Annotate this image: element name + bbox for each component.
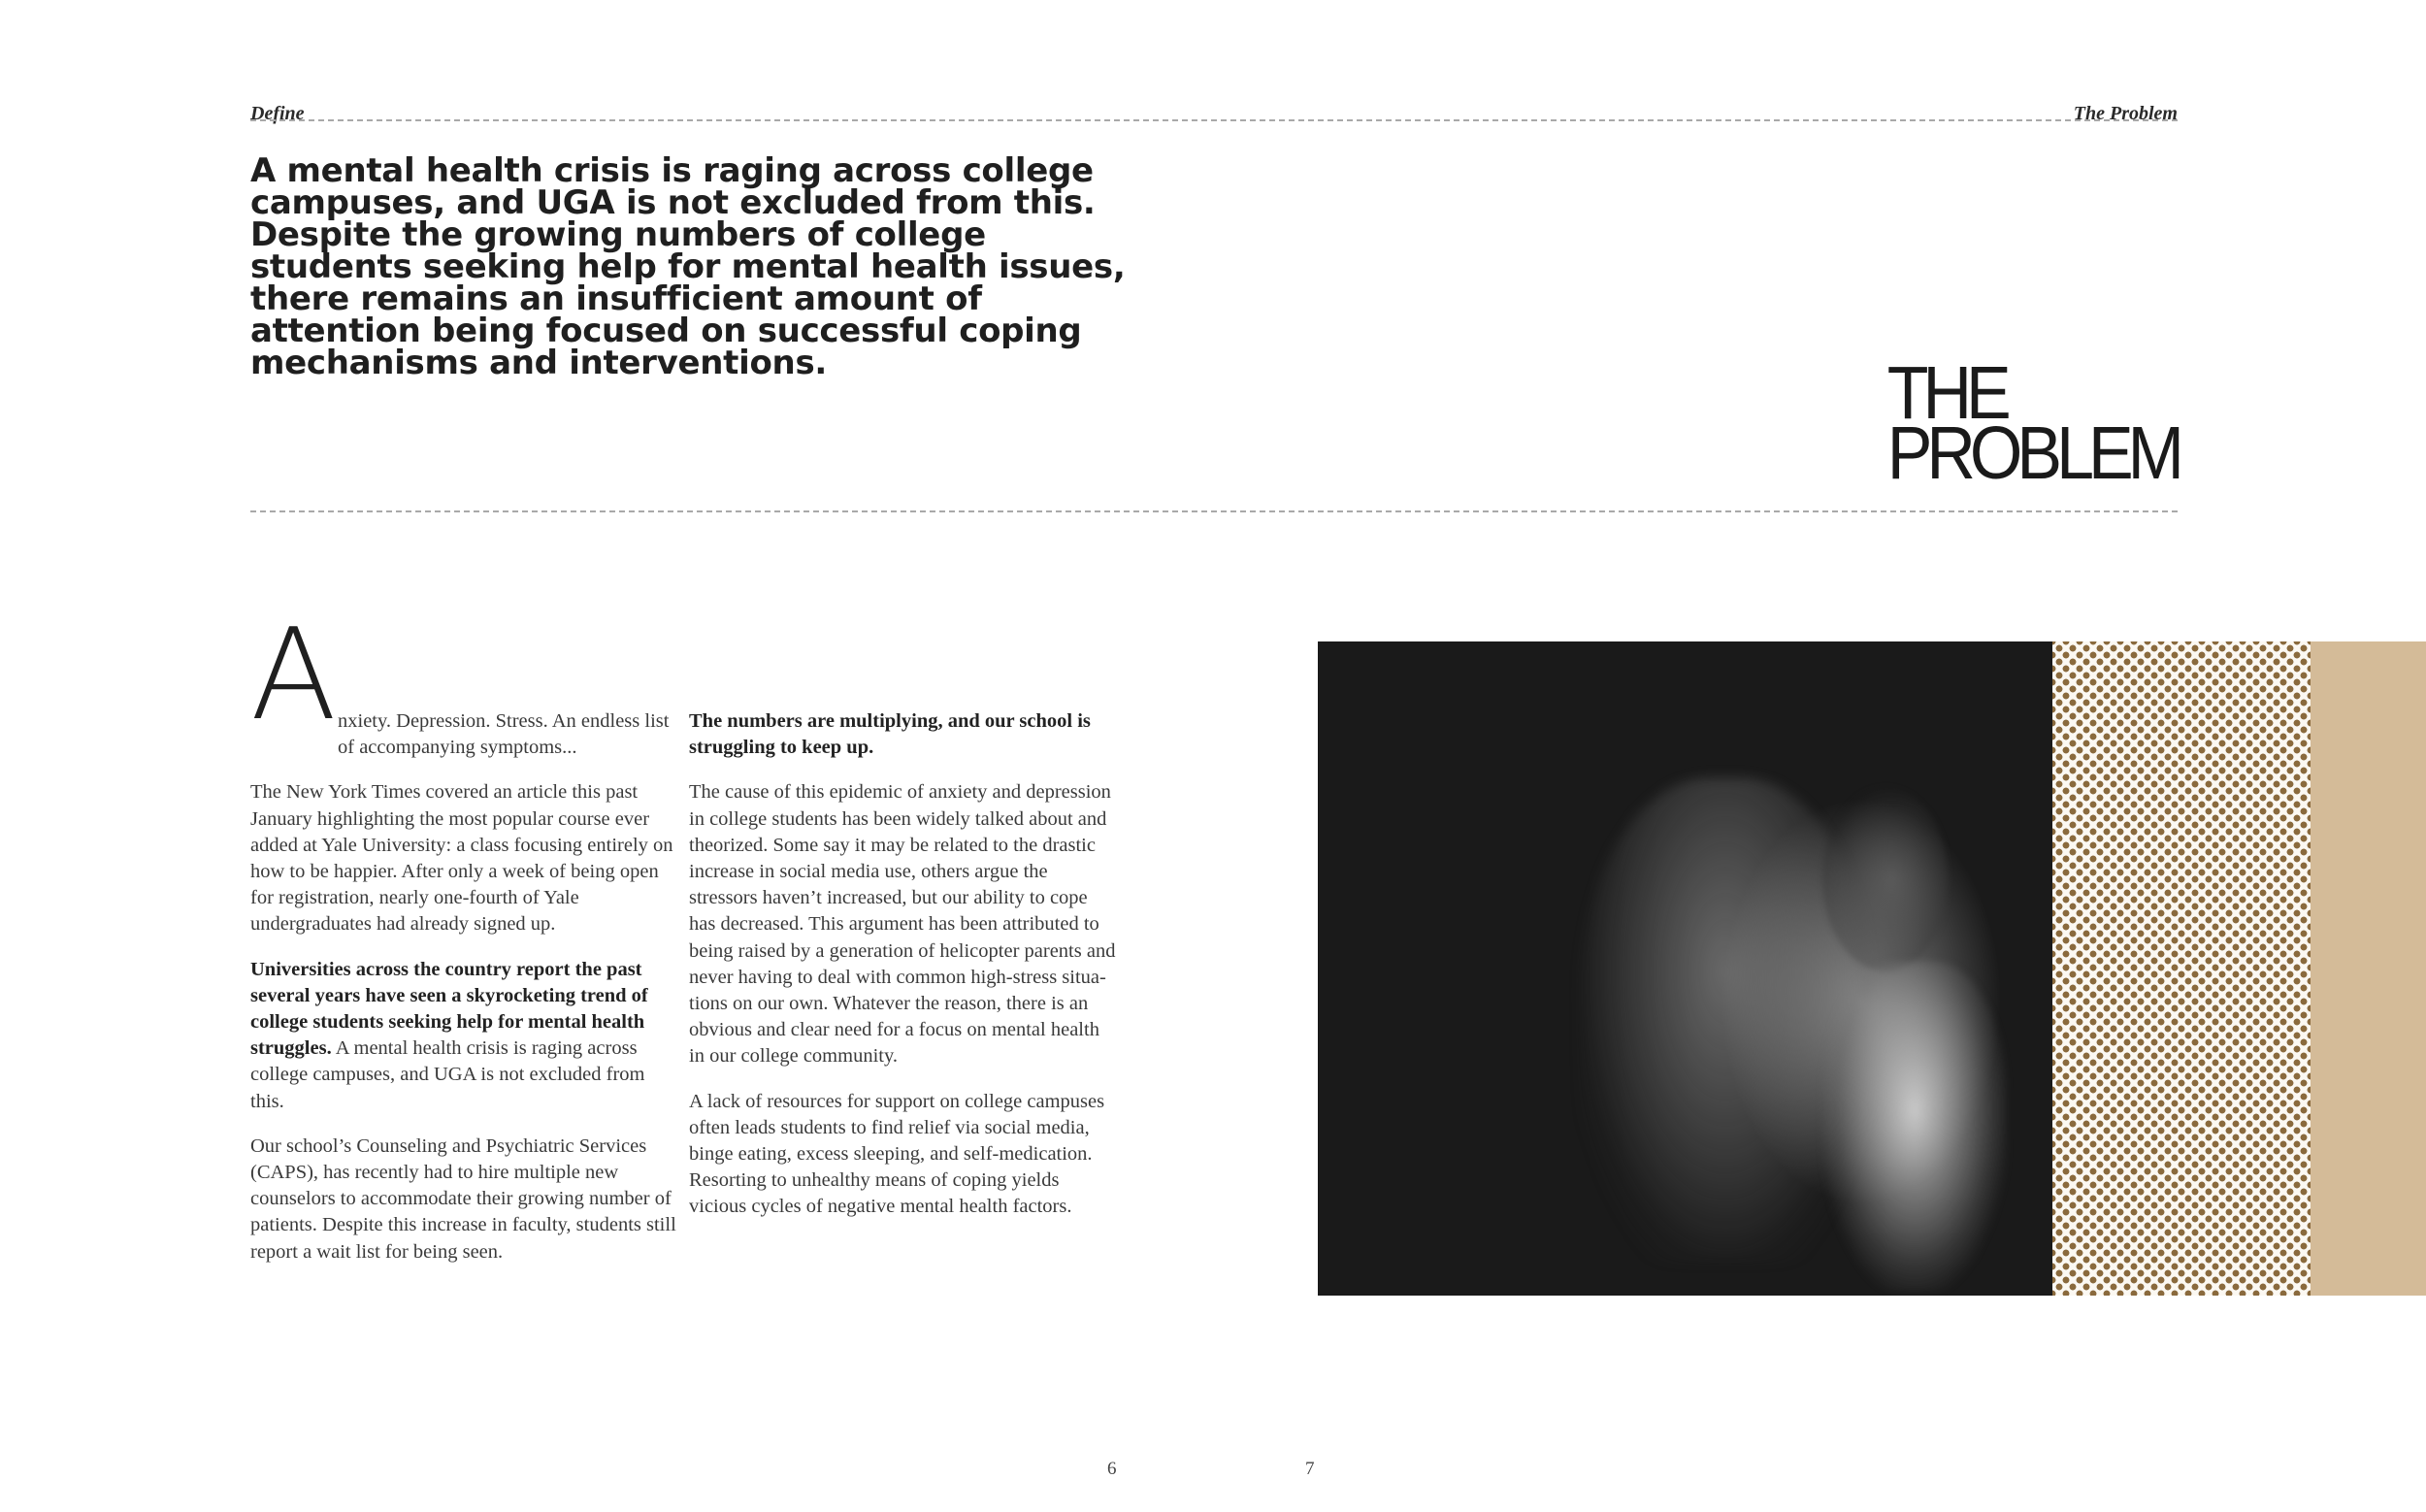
photo-head-blur — [1822, 787, 1949, 971]
middle-divider — [250, 510, 2178, 512]
paragraph: The cause of this epidemic of anxiety and depression in college students has been widely talked about and theorized. Some say it may be related to the drastic increase in social media use, others argue the stressors haven’t increased, but our ability to cope has decreased. This argument has been attributed to being raised by a generation of helicopter parents and never having to deal with common high-stress situations on our own. Whatever the reason, there is an obvious and clear need for a focus on mental health in our college community. — [689, 781, 1116, 1068]
section-label-left: Define — [250, 103, 305, 124]
page-number-right: 7 — [1305, 1459, 1315, 1479]
photo-blouse-blur — [1822, 962, 2007, 1292]
page-number-left: 6 — [1107, 1459, 1117, 1479]
intro-paragraph: nxiety. Depression. Stress. An endless list of accompanying symptoms... — [338, 710, 670, 759]
top-divider — [250, 119, 2178, 121]
headline: A mental health crisis is raging across college campuses, and UGA is not excluded from this. Despite the growing numbers of college students seeking help for mental health issues, there remains an insufficient amount of attention being focused on successful coping mechanisms and interventions. — [250, 151, 1126, 382]
bold-lead: The numbers are multiplying, and our school is struggling to keep up. — [689, 710, 1091, 759]
paragraph — [689, 708, 1116, 761]
page-title — [1886, 350, 2179, 495]
polka-dot-pattern — [2052, 641, 2311, 1296]
body-column-left — [250, 708, 677, 1284]
page-title-line-1: THE — [1886, 350, 2006, 435]
paragraph-text: A mental health crisis is raging across college campuses, and UGA is not excluded from this. — [250, 1037, 645, 1112]
paragraph: A lack of resources for support on college campuses often leads students to find relief via social media, binge eating, excess sleeping, and self-medication. Resorting to unhealthy means of coping yields vicious cycles of negative mental health factors. — [689, 1090, 1105, 1218]
page-title-line-2: PROBLEM — [1886, 411, 2179, 495]
bold-lead: Universities across the country report the past several years have seen a skyrocketing trend of college students seeking help for mental health struggles. — [250, 958, 648, 1060]
motion-blur-photo — [1318, 641, 2052, 1296]
paragraph: Our school’s Counseling and Psychiatric Services (CAPS), has recently had to hire multiple new counselors to accommodate their growing number of patients. Despite this increase in faculty, students still report a wait list for being seen. — [250, 1134, 676, 1263]
body-column-right — [689, 708, 1116, 1239]
drop-cap: A — [250, 601, 337, 748]
paragraph — [250, 957, 677, 1115]
tan-color-block — [2311, 641, 2426, 1296]
paragraph: The New York Times covered an article this past January highlighting the most popular course ever added at Yale University: a class focusing entirely on how to be happier. After only a week of being open for registration, nearly one-fourth of Yale undergraduates had already signed up. — [250, 781, 673, 936]
section-label-right: The Problem — [2073, 103, 2178, 124]
